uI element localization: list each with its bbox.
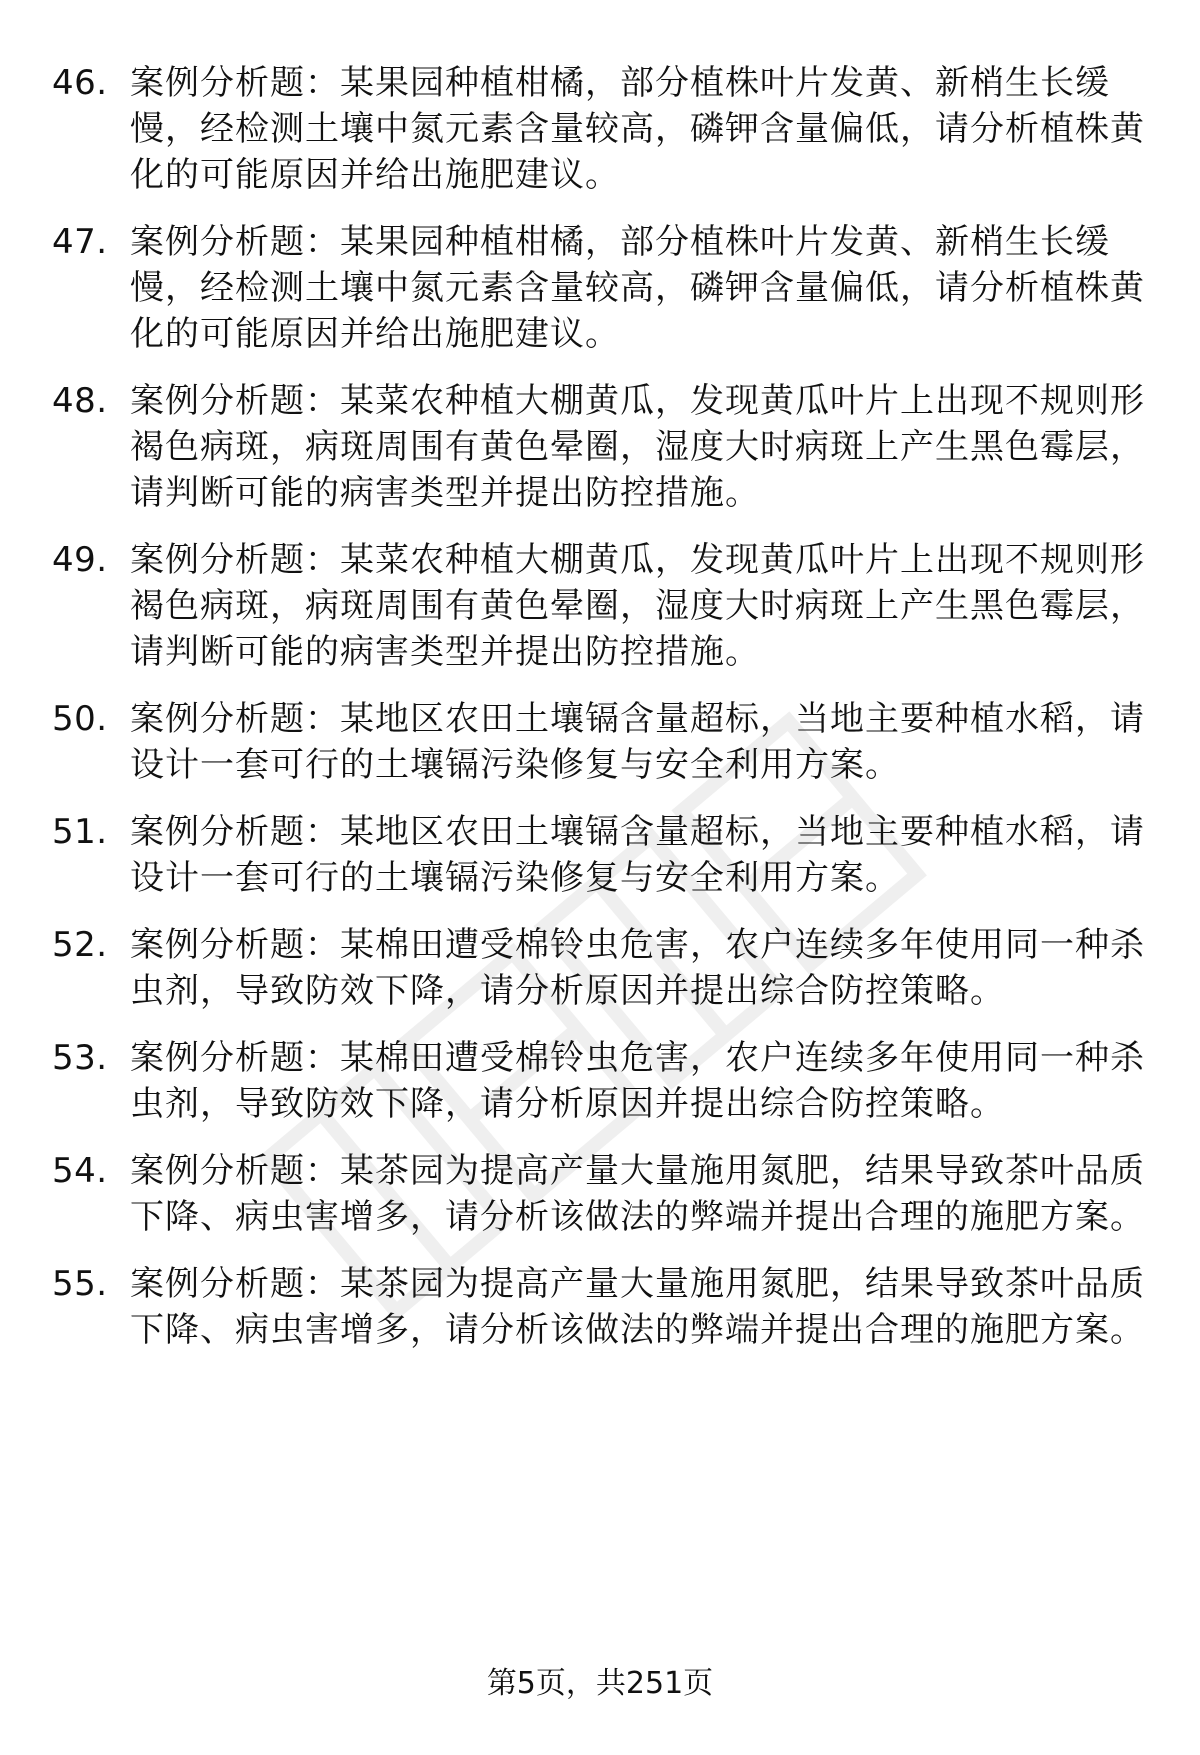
page-footer: 第5页，共251页 — [486, 1666, 714, 1701]
question-number: 47. — [52, 222, 108, 262]
question-number: 50. — [52, 699, 108, 739]
question-text: 案例分析题：某茶园为提高产量大量施用氮肥，结果导致茶叶品质下降、病虫害增多，请分析该做法的弊端并提出合理的施肥方案。 — [130, 1264, 1145, 1350]
question-item — [52, 809, 1152, 901]
question-item — [52, 219, 1152, 357]
question-item — [52, 60, 1152, 198]
question-item — [52, 537, 1152, 675]
question-text: 案例分析题：某地区农田土壤镉含量超标，当地主要种植水稻，请设计一套可行的土壤镉污染修复与安全利用方案。 — [130, 812, 1145, 898]
question-text: 案例分析题：某地区农田土壤镉含量超标，当地主要种植水稻，请设计一套可行的土壤镉污染修复与安全利用方案。 — [130, 699, 1145, 785]
question-number: 53. — [52, 1038, 108, 1078]
question-text: 案例分析题：某果园种植柑橘，部分植株叶片发黄、新梢生长缓慢，经检测土壤中氮元素含量较高，磷钾含量偏低，请分析植株黄化的可能原因并给出施肥建议。 — [130, 63, 1145, 195]
question-number: 51. — [52, 812, 108, 852]
question-number: 49. — [52, 540, 108, 580]
question-number: 48. — [52, 381, 108, 421]
question-item — [52, 1035, 1152, 1127]
question-item — [52, 696, 1152, 788]
question-text: 案例分析题：某棉田遭受棉铃虫危害，农户连续多年使用同一种杀虫剂，导致防效下降，请分析原因并提出综合防控策略。 — [130, 1038, 1145, 1124]
question-item — [52, 378, 1152, 516]
question-number: 54. — [52, 1151, 108, 1191]
question-text: 案例分析题：某果园种植柑橘，部分植株叶片发黄、新梢生长缓慢，经检测土壤中氮元素含量较高，磷钾含量偏低，请分析植株黄化的可能原因并给出施肥建议。 — [130, 222, 1145, 354]
question-number: 46. — [52, 63, 108, 103]
question-list — [52, 60, 1152, 1374]
question-text: 案例分析题：某菜农种植大棚黄瓜，发现黄瓜叶片上出现不规则形褐色病斑，病斑周围有黄色晕圈，湿度大时病斑上产生黑色霉层，请判断可能的病害类型并提出防控措施。 — [130, 381, 1145, 513]
question-text: 案例分析题：某菜农种植大棚黄瓜，发现黄瓜叶片上出现不规则形褐色病斑，病斑周围有黄色晕圈，湿度大时病斑上产生黑色霉层，请判断可能的病害类型并提出防控措施。 — [130, 540, 1145, 672]
question-number: 55. — [52, 1264, 108, 1304]
question-item — [52, 1148, 1152, 1240]
question-number: 52. — [52, 925, 108, 965]
question-text: 案例分析题：某茶园为提高产量大量施用氮肥，结果导致茶叶品质下降、病虫害增多，请分析该做法的弊端并提出合理的施肥方案。 — [130, 1151, 1145, 1237]
question-item — [52, 1261, 1152, 1353]
question-text: 案例分析题：某棉田遭受棉铃虫危害，农户连续多年使用同一种杀虫剂，导致防效下降，请分析原因并提出综合防控策略。 — [130, 925, 1145, 1011]
question-item — [52, 922, 1152, 1014]
